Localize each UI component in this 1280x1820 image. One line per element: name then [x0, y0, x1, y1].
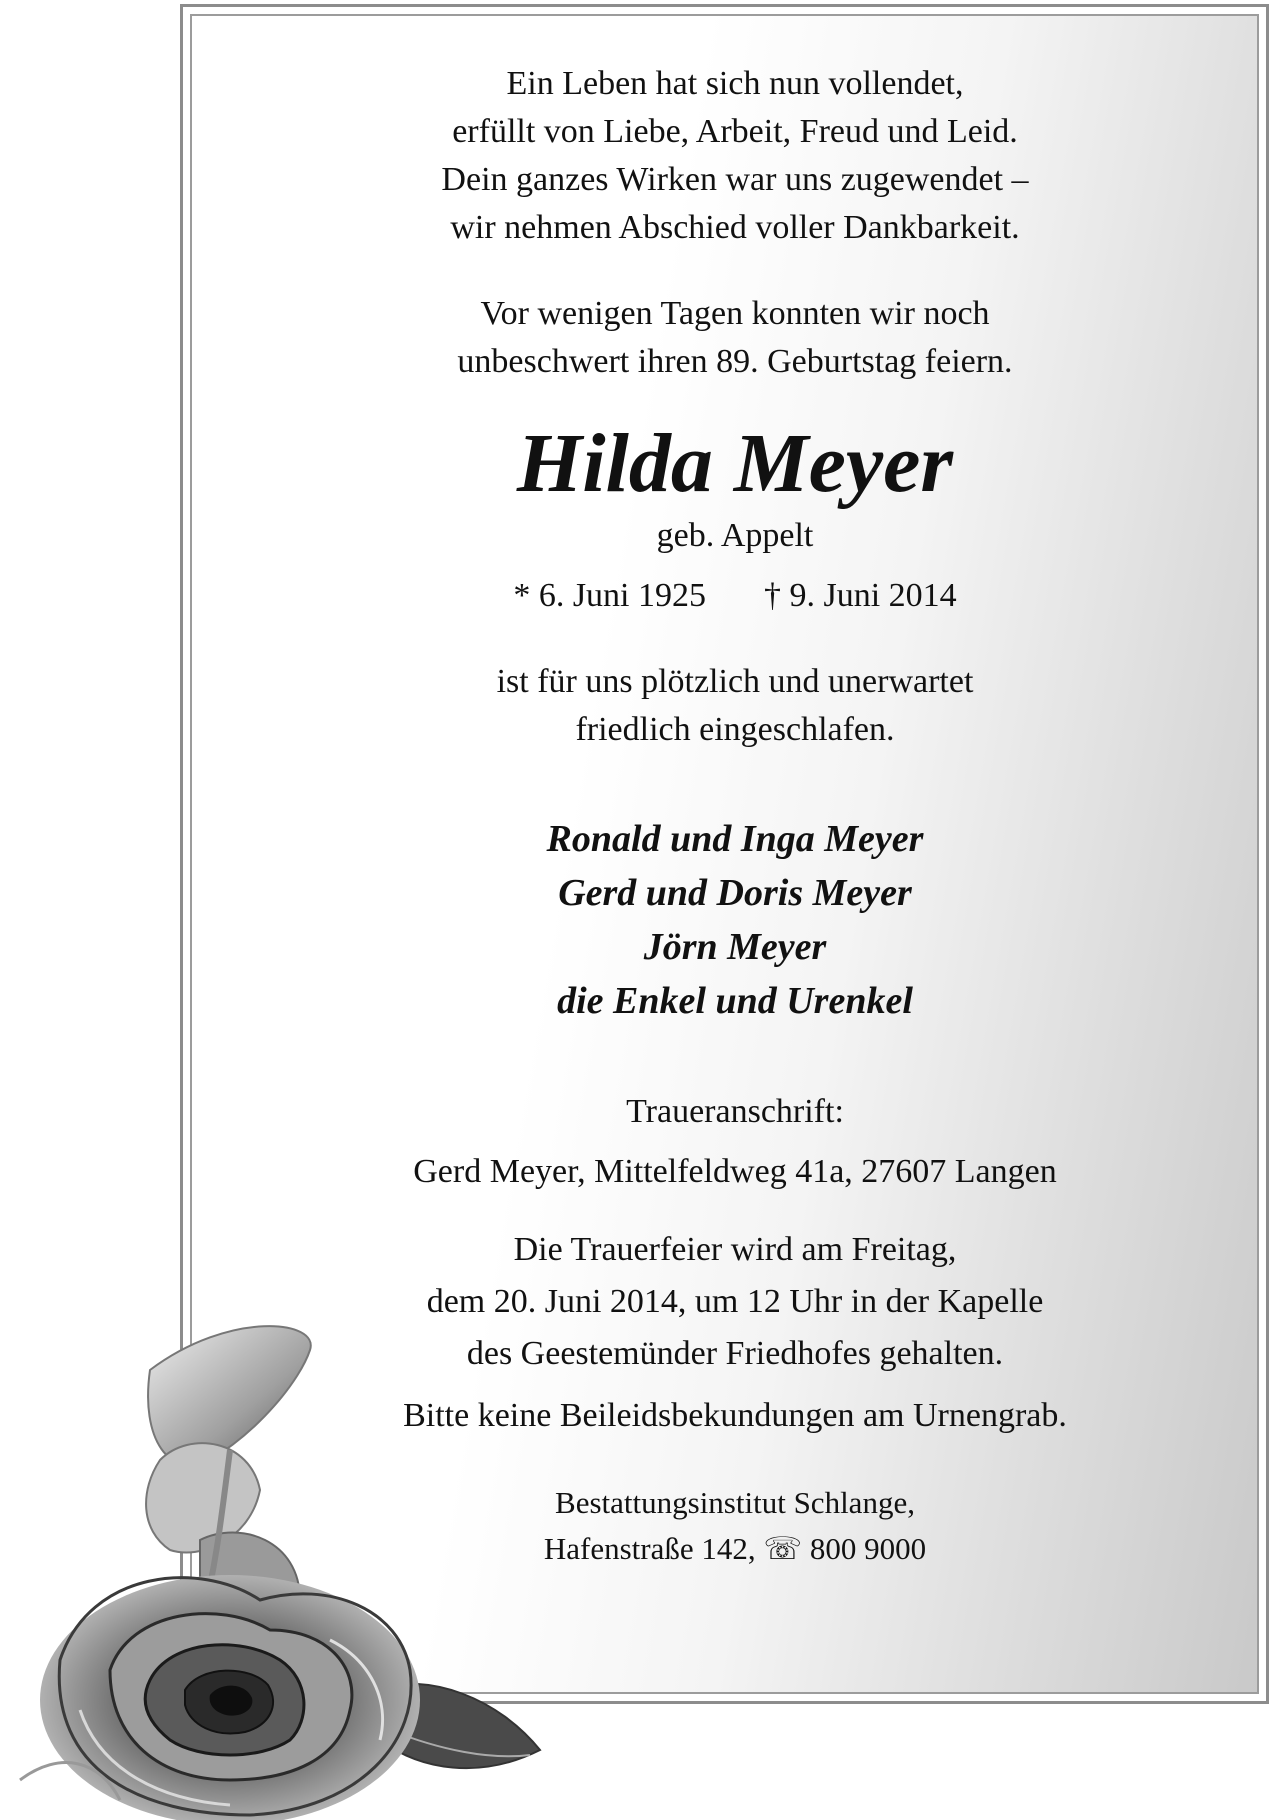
undertaker-name: Bestattungsinstitut Schlange,	[555, 1485, 915, 1520]
mourner-name: Jörn Meyer	[643, 926, 827, 968]
intro-text	[250, 290, 1220, 386]
poem-line: Dein ganzes Wirken war uns zugewendet –	[441, 161, 1029, 198]
ceremony-line: Die Trauerfeier wird am Freitag,	[513, 1231, 957, 1268]
death-date: † 9. Juni 2014	[764, 577, 957, 614]
poem-line: erfüllt von Liebe, Arbeit, Freud und Leid.	[452, 113, 1018, 150]
address-value: Gerd Meyer, Mittelfeldweg 41a, 27607 Langen	[413, 1153, 1057, 1190]
poem	[250, 60, 1220, 252]
intro-line: Vor wenigen Tagen konnten wir noch	[480, 295, 990, 332]
mourner-name: Ronald und Inga Meyer	[546, 818, 924, 860]
intro-line: unbeschwert ihren 89. Geburtstag feiern.	[457, 343, 1013, 380]
condolence-request: Bitte keine Beileidsbekundungen am Urnengrab.	[403, 1397, 1067, 1434]
mourners-list	[250, 812, 1220, 1028]
passing-line: ist für uns plötzlich und unerwartet	[496, 663, 974, 700]
poem-line: Ein Leben hat sich nun vollendet,	[506, 65, 964, 102]
deceased-name: Hilda Meyer	[516, 417, 954, 510]
maiden-name: geb. Appelt	[656, 517, 814, 554]
mourning-address	[250, 1082, 1220, 1202]
address-label: Traueranschrift:	[626, 1093, 844, 1130]
passing-line: friedlich eingeschlafen.	[575, 711, 895, 748]
undertaker-address: Hafenstraße 142, ☏ 800 9000	[543, 1531, 927, 1566]
mourner-name: Gerd und Doris Meyer	[558, 872, 912, 914]
life-dates	[250, 572, 1220, 620]
ceremony-line: dem 20. Juni 2014, um 12 Uhr in der Kapelle	[426, 1283, 1044, 1320]
ceremony-line: des Geestemünder Friedhofes gehalten.	[466, 1335, 1004, 1372]
birth-date: * 6. Juni 1925	[513, 577, 706, 614]
passing-text	[250, 658, 1220, 754]
rose-icon	[0, 1310, 560, 1820]
poem-line: wir nehmen Abschied voller Dankbarkeit.	[450, 209, 1020, 246]
mourner-name: die Enkel und Urenkel	[557, 980, 913, 1022]
